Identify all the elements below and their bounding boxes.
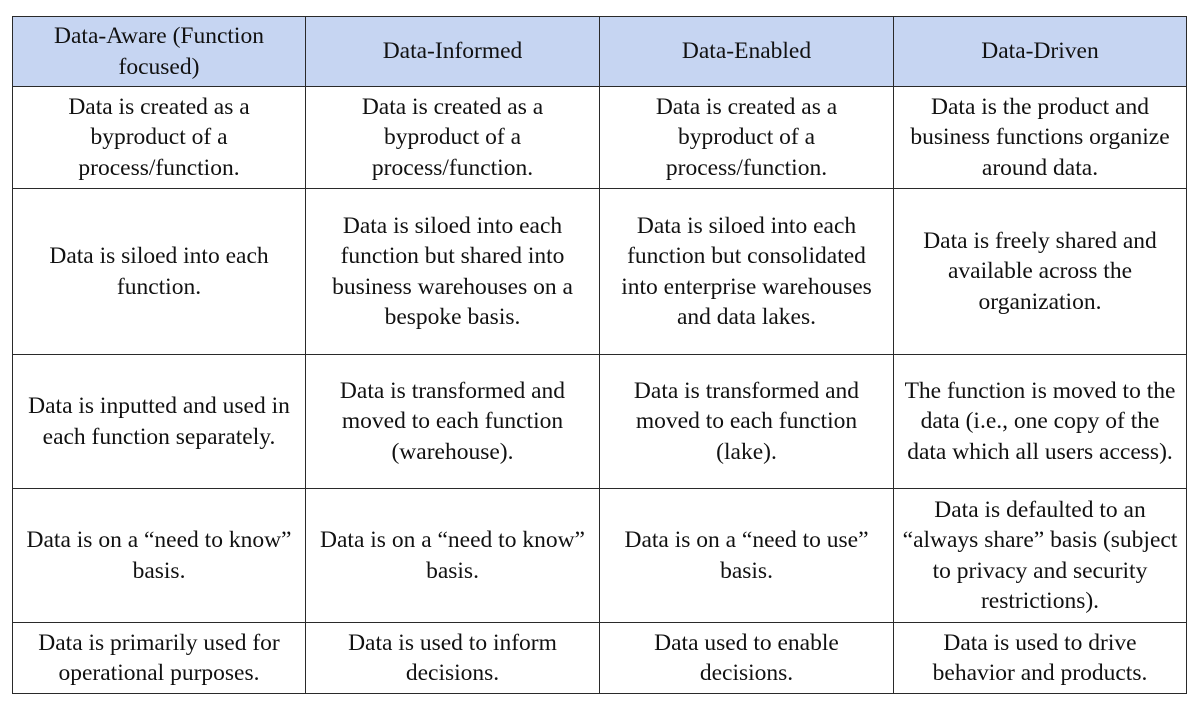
header-row — [13, 17, 1187, 87]
cell-data-aware: Data is siloed into each function. — [13, 189, 306, 355]
cell-data-driven: Data is freely shared and available across the organization. — [894, 189, 1187, 355]
table-row-data-creation — [13, 87, 1187, 189]
table-body — [13, 87, 1187, 694]
cell-data-informed: Data is created as a byproduct of a process/function. — [306, 87, 600, 189]
cell-data-enabled: Data is created as a byproduct of a process/function. — [600, 87, 894, 189]
cell-data-aware: Data is primarily used for operational purposes. — [13, 623, 306, 694]
cell-data-enabled: Data is siloed into each function but consolidated into enterprise warehouses and data lakes. — [600, 189, 894, 355]
cell-data-driven: Data is used to drive behavior and products. — [894, 623, 1187, 694]
table-row-data-access — [13, 489, 1187, 623]
cell-data-enabled: Data used to enable decisions. — [600, 623, 894, 694]
cell-data-aware: Data is inputted and used in each function separately. — [13, 355, 306, 489]
header-data-driven: Data-Driven — [894, 17, 1187, 87]
header-data-enabled: Data-Enabled — [600, 17, 894, 87]
data-maturity-table — [12, 16, 1187, 694]
cell-data-driven: Data is defaulted to an “always share” basis (subject to privacy and security restrictions). — [894, 489, 1187, 623]
cell-data-informed: Data is used to inform decisions. — [306, 623, 600, 694]
header-data-informed: Data-Informed — [306, 17, 600, 87]
cell-data-enabled: Data is transformed and moved to each function (lake). — [600, 355, 894, 489]
table-header — [13, 17, 1187, 87]
cell-data-aware: Data is on a “need to know” basis. — [13, 489, 306, 623]
cell-data-informed: Data is transformed and moved to each function (warehouse). — [306, 355, 600, 489]
cell-data-enabled: Data is on a “need to use” basis. — [600, 489, 894, 623]
table-row-data-usage — [13, 623, 1187, 694]
cell-data-informed: Data is siloed into each function but shared into business warehouses on a bespoke basis. — [306, 189, 600, 355]
cell-data-aware: Data is created as a byproduct of a process/function. — [13, 87, 306, 189]
table-row-data-storage — [13, 189, 1187, 355]
cell-data-informed: Data is on a “need to know” basis. — [306, 489, 600, 623]
header-data-aware: Data-Aware (Function focused) — [13, 17, 306, 87]
table-row-data-movement — [13, 355, 1187, 489]
cell-data-driven: Data is the product and business functions organize around data. — [894, 87, 1187, 189]
cell-data-driven: The function is moved to the data (i.e., one copy of the data which all users access). — [894, 355, 1187, 489]
